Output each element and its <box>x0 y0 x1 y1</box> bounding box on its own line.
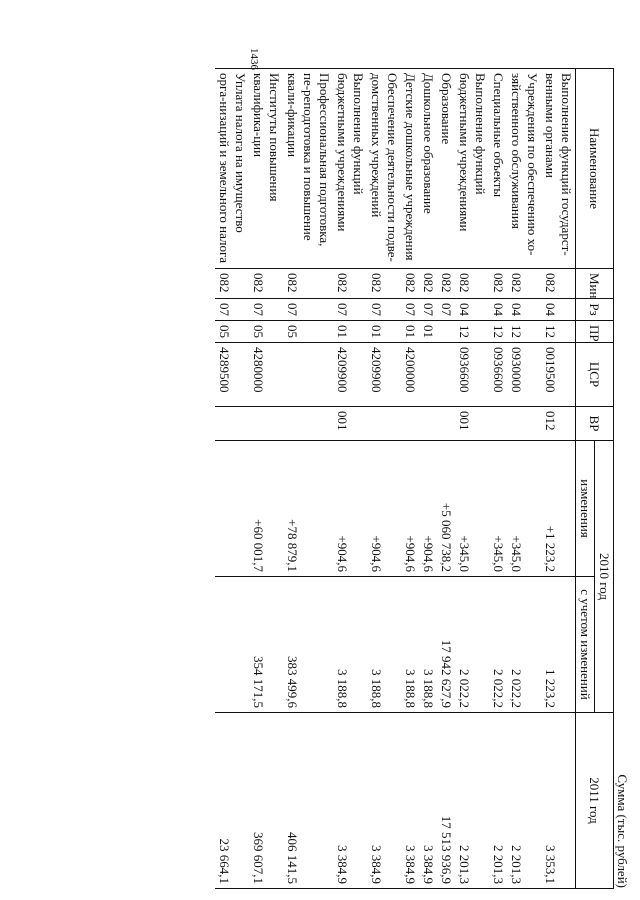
cell-vr <box>249 407 283 441</box>
page-number: 1436 <box>248 48 260 70</box>
cell-with-changes: 383 499,6 <box>283 577 333 713</box>
header-csr: ЦСР <box>576 343 614 407</box>
rotated-content <box>140 48 630 888</box>
cell-2011: 2 201,3 <box>455 713 489 889</box>
cell-name: Детские дошкольные учреждения <box>401 69 419 269</box>
cell-pr: 05 <box>249 321 283 343</box>
cell-min: 082 <box>367 269 401 299</box>
cell-changes: +345,0 <box>455 441 489 577</box>
cell-name: Профессиональная подготовка, пе-реподготовка и повышение квали-фикации <box>283 69 333 269</box>
header-rz: Рз <box>576 299 614 321</box>
cell-csr <box>437 343 455 407</box>
units-caption: Сумма (тыс. рублей) <box>615 774 630 888</box>
cell-pr: 01 <box>419 321 437 343</box>
header-min: Мин <box>576 269 614 299</box>
cell-with-changes: 3 188,8 <box>333 577 367 713</box>
cell-with-changes: 17 942 627,9 <box>437 577 455 713</box>
cell-2011: 3 384,9 <box>367 713 401 889</box>
header-name: Наименование <box>576 69 614 269</box>
cell-csr: 0019500 <box>541 343 576 407</box>
table-row <box>489 69 507 889</box>
table-row <box>249 69 283 889</box>
table-row <box>507 69 541 889</box>
cell-pr: 12 <box>541 321 576 343</box>
cell-pr: 05 <box>215 321 249 343</box>
cell-name: Образование <box>437 69 455 269</box>
cell-2011: 17 513 936,9 <box>437 713 455 889</box>
cell-2011: 2 201,3 <box>489 713 507 889</box>
header-with-changes: с учетом изменений <box>576 577 595 713</box>
cell-changes: +345,0 <box>489 441 507 577</box>
cell-pr: 01 <box>401 321 419 343</box>
cell-2011: 3 384,9 <box>419 713 437 889</box>
table-row <box>215 69 249 889</box>
cell-rz: 07 <box>419 299 437 321</box>
cell-with-changes: 3 188,8 <box>401 577 419 713</box>
cell-min: 082 <box>215 269 249 299</box>
cell-vr <box>507 407 541 441</box>
cell-changes: +345,0 <box>507 441 541 577</box>
header-year-2010: 2010 год <box>595 441 614 713</box>
cell-pr: 12 <box>507 321 541 343</box>
cell-min: 082 <box>283 269 333 299</box>
cell-vr <box>437 407 455 441</box>
cell-pr: 12 <box>489 321 507 343</box>
cell-min: 082 <box>489 269 507 299</box>
table-row <box>455 69 489 889</box>
cell-2011: 3 384,9 <box>333 713 367 889</box>
cell-min: 082 <box>507 269 541 299</box>
cell-name: Уплата налога на имущество орга-низаций и земельного налога <box>215 69 249 269</box>
cell-rz: 07 <box>215 299 249 321</box>
cell-with-changes: 2 022,2 <box>455 577 489 713</box>
table-row <box>283 69 333 889</box>
cell-with-changes: 3 188,8 <box>367 577 401 713</box>
table-header <box>576 69 614 889</box>
cell-with-changes: 2 022,2 <box>489 577 507 713</box>
cell-2011: 3 353,1 <box>541 713 576 889</box>
cell-name: Выполнение функций бюджетными учреждениями <box>455 69 489 269</box>
cell-rz: 07 <box>333 299 367 321</box>
cell-pr <box>437 321 455 343</box>
cell-changes: +904,6 <box>367 441 401 577</box>
budget-table <box>215 68 614 889</box>
cell-csr: 0936600 <box>489 343 507 407</box>
cell-2011: 3 384,9 <box>401 713 419 889</box>
header-pr: ПР <box>576 321 614 343</box>
cell-vr <box>419 407 437 441</box>
cell-with-changes: 354 171,5 <box>249 577 283 713</box>
cell-vr: 001 <box>455 407 489 441</box>
cell-rz: 04 <box>455 299 489 321</box>
cell-name: Выполнение функций государст-венными органами <box>541 69 576 269</box>
cell-min: 082 <box>437 269 455 299</box>
cell-changes: +5 060 738,2 <box>437 441 455 577</box>
table-row <box>367 69 401 889</box>
cell-with-changes: 3 188,8 <box>419 577 437 713</box>
cell-min: 082 <box>455 269 489 299</box>
cell-vr <box>401 407 419 441</box>
table-body <box>215 69 576 889</box>
cell-csr <box>283 343 333 407</box>
cell-name: Специальные объекты <box>489 69 507 269</box>
cell-pr: 01 <box>367 321 401 343</box>
cell-csr: 0930000 <box>507 343 541 407</box>
cell-min: 082 <box>541 269 576 299</box>
cell-vr <box>489 407 507 441</box>
cell-min: 082 <box>333 269 367 299</box>
cell-2011: 2 201,3 <box>507 713 541 889</box>
cell-name: Обеспечение деятельности подве-домственных учреждений <box>367 69 401 269</box>
cell-changes: +60 001,7 <box>249 441 283 577</box>
table-row <box>401 69 419 889</box>
cell-vr: 012 <box>541 407 576 441</box>
cell-changes: +904,6 <box>333 441 367 577</box>
cell-min: 082 <box>401 269 419 299</box>
cell-changes: +904,6 <box>419 441 437 577</box>
cell-csr: 0936600 <box>455 343 489 407</box>
header-vr: ВР <box>576 407 614 441</box>
cell-vr <box>215 407 249 441</box>
cell-rz: 07 <box>249 299 283 321</box>
cell-changes <box>215 441 249 577</box>
cell-with-changes: 2 022,2 <box>507 577 541 713</box>
cell-with-changes: 1 223,2 <box>541 577 576 713</box>
cell-min: 082 <box>249 269 283 299</box>
cell-pr: 01 <box>333 321 367 343</box>
cell-csr: 4280000 <box>249 343 283 407</box>
table-row <box>419 69 437 889</box>
cell-pr: 12 <box>455 321 489 343</box>
cell-vr <box>367 407 401 441</box>
cell-vr <box>283 407 333 441</box>
cell-name: Институты повышения квалифика-ции <box>249 69 283 269</box>
cell-rz: 04 <box>507 299 541 321</box>
cell-rz: 04 <box>489 299 507 321</box>
header-changes: изменения <box>576 441 595 577</box>
cell-csr: 4289500 <box>215 343 249 407</box>
cell-2011: 369 607,1 <box>249 713 283 889</box>
cell-rz: 07 <box>367 299 401 321</box>
table-row <box>333 69 367 889</box>
cell-name: Выполнение функций бюджетными учреждениями <box>333 69 367 269</box>
cell-with-changes <box>215 577 249 713</box>
cell-rz: 07 <box>437 299 455 321</box>
cell-name: Учреждения по обеспечению хо-зяйственного обслуживания <box>507 69 541 269</box>
table-row <box>541 69 576 889</box>
cell-2011: 23 664,1 <box>215 713 249 889</box>
cell-rz: 07 <box>283 299 333 321</box>
cell-changes: +78 879,1 <box>283 441 333 577</box>
cell-rz: 04 <box>541 299 576 321</box>
cell-vr: 001 <box>333 407 367 441</box>
cell-name: Дошкольное образование <box>419 69 437 269</box>
cell-csr <box>419 343 437 407</box>
header-year-2011: 2011 год <box>576 713 614 889</box>
cell-2011: 406 141,5 <box>283 713 333 889</box>
cell-min: 082 <box>419 269 437 299</box>
cell-csr: 4209900 <box>333 343 367 407</box>
cell-csr: 4200000 <box>401 343 419 407</box>
table-row <box>437 69 455 889</box>
cell-csr: 4209900 <box>367 343 401 407</box>
cell-changes: +904,6 <box>401 441 419 577</box>
cell-changes: +1 223,2 <box>541 441 576 577</box>
cell-pr: 05 <box>283 321 333 343</box>
cell-rz: 07 <box>401 299 419 321</box>
